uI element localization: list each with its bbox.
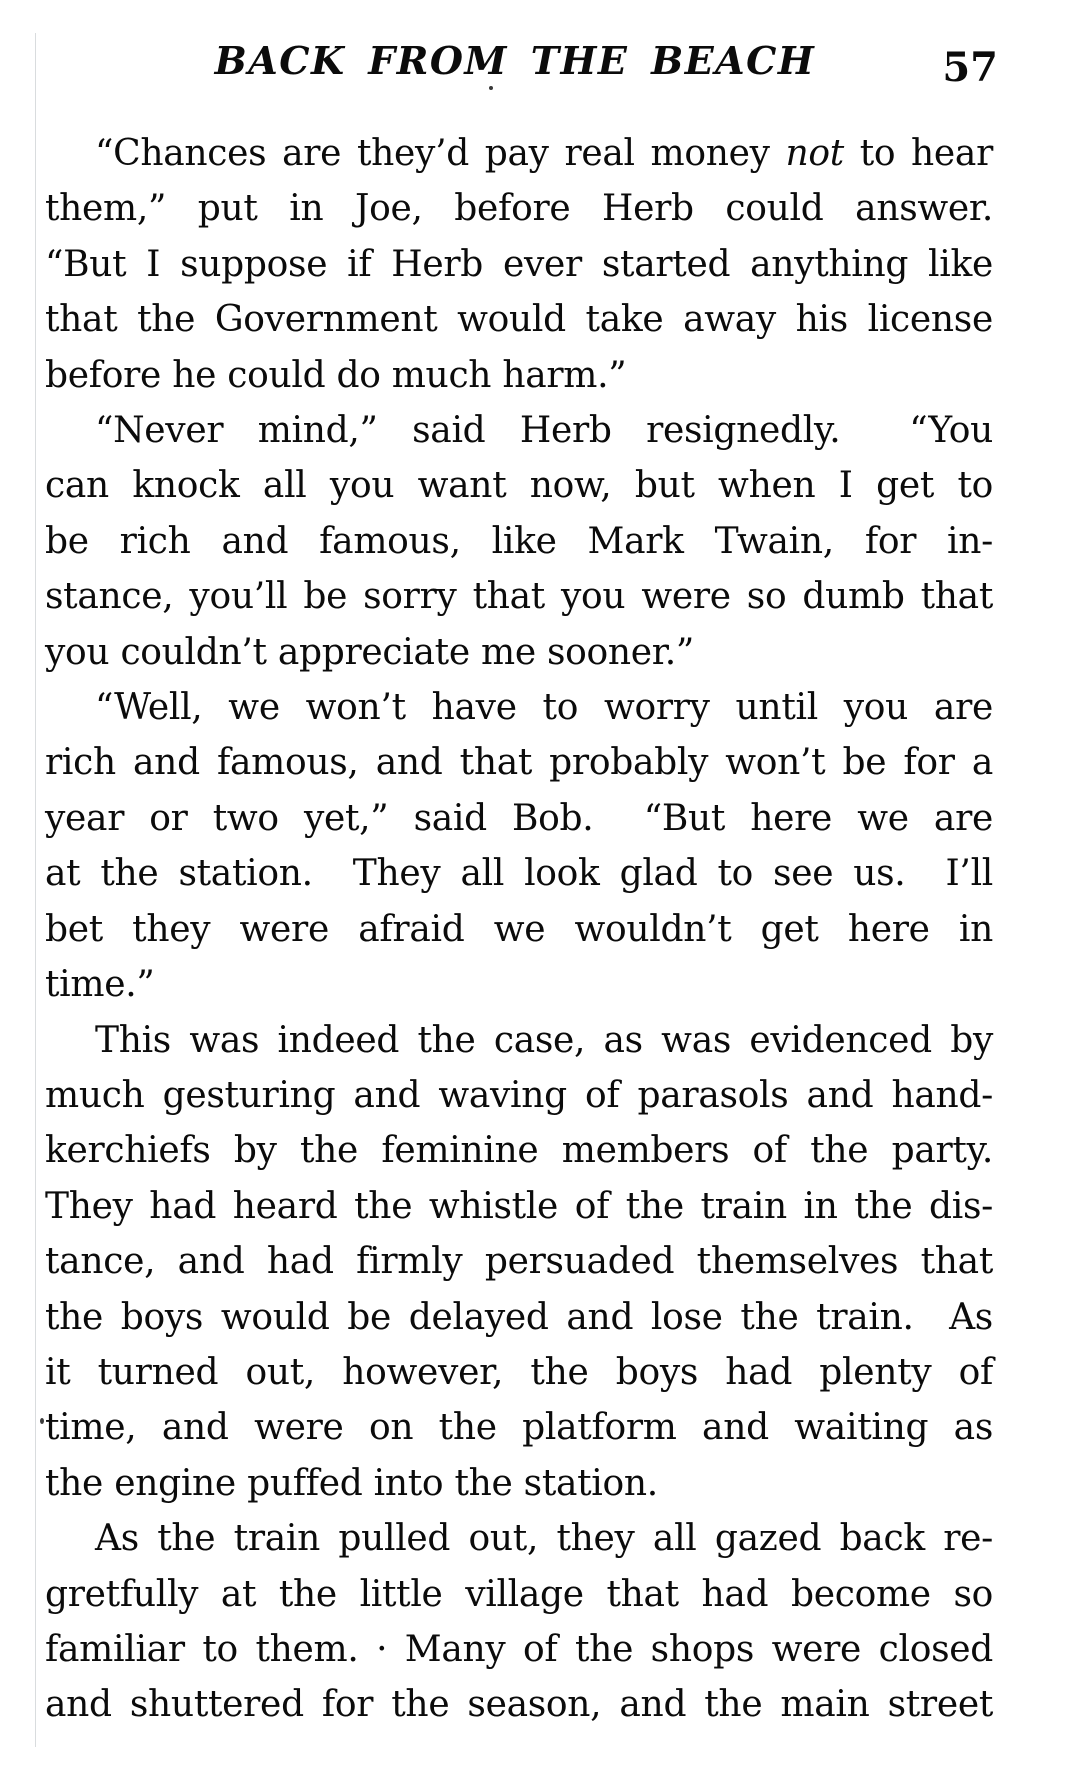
page-body — [45, 126, 993, 1733]
text-segment: This was indeed the case, as was evidenced by — [95, 1019, 993, 1061]
text-line — [45, 902, 993, 957]
text-segment: you couldn’t appreciate me sooner.” — [45, 631, 694, 673]
running-head-title: BACK FROM THE BEACH — [214, 38, 816, 83]
text-segment: year or two yet,” said Bob. “But here we are — [45, 797, 993, 839]
text-segment: “Chances are they’d pay real money — [95, 133, 786, 174]
text-segment: time.” — [45, 964, 155, 1006]
text-segment: time, and were on the platform and waiting as — [45, 1407, 993, 1449]
paragraph — [45, 1511, 993, 1733]
text-line — [45, 1123, 993, 1178]
text-segment: and shuttered for the season, and the main street — [45, 1684, 993, 1726]
scan-speck — [489, 86, 493, 90]
text-line — [45, 1622, 993, 1677]
paragraph — [45, 126, 993, 403]
text-line — [45, 514, 993, 569]
text-segment: “Well, we won’t have to worry until you are — [95, 687, 993, 729]
text-line — [45, 1511, 993, 1566]
text-line — [45, 846, 993, 901]
text-segment: rich and famous, and that probably won’t be for a — [45, 742, 993, 784]
text-segment: As the train pulled out, they all gazed back re- — [95, 1518, 993, 1560]
text-line — [45, 569, 993, 624]
text-line — [45, 292, 993, 347]
text-line — [45, 957, 993, 1012]
text-segment: can knock all you want now, but when I get to — [45, 465, 993, 507]
text-segment: to hear — [843, 133, 993, 174]
text-segment: stance, you’ll be sorry that you were so dumb that — [45, 576, 993, 618]
text-line — [45, 348, 993, 403]
text-segment: the engine puffed into the station. — [45, 1462, 658, 1504]
text-line — [45, 1290, 993, 1345]
text-line — [45, 237, 993, 292]
text-segment: They had heard the whistle of the train in the dis- — [45, 1185, 993, 1227]
text-line — [45, 1456, 993, 1511]
text-segment: “Never mind,” said Herb resignedly. “You — [95, 410, 993, 452]
paragraph — [45, 680, 993, 1012]
text-segment: much gesturing and waving of parasols and hand- — [45, 1074, 993, 1116]
text-line — [45, 680, 993, 735]
text-line — [45, 791, 993, 846]
text-line — [45, 403, 993, 458]
page-header — [0, 38, 1086, 83]
text-line — [45, 458, 993, 513]
text-segment: kerchiefs by the feminine members of the party. — [45, 1130, 993, 1172]
text-line — [45, 181, 993, 236]
text-line — [45, 1234, 993, 1289]
text-line — [45, 625, 993, 680]
text-line — [45, 1179, 993, 1234]
italic-word: not — [785, 133, 844, 174]
text-line — [45, 1345, 993, 1400]
page-number: 57 — [942, 44, 998, 91]
text-segment: “But I suppose if Herb ever started anything like — [45, 243, 993, 285]
scan-speck — [40, 1418, 44, 1424]
text-segment: the boys would be delayed and lose the train. As — [45, 1296, 993, 1338]
scan-edge-line — [35, 33, 36, 1747]
text-segment: familiar to them. · Many of the shops were closed — [45, 1628, 993, 1670]
text-segment: bet they were afraid we wouldn’t get here in — [45, 908, 993, 950]
text-line — [45, 1068, 993, 1123]
text-segment: be rich and famous, like Mark Twain, for in- — [45, 520, 993, 562]
text-line — [45, 1567, 993, 1622]
text-line — [45, 126, 993, 181]
text-segment: that the Government would take away his license — [45, 299, 993, 341]
text-segment: them,” put in Joe, before Herb could answer. — [45, 188, 993, 230]
text-segment: gretfully at the little village that had become so — [45, 1573, 993, 1615]
text-segment: at the station. They all look glad to see us. I’ll — [45, 853, 993, 895]
text-line — [45, 1013, 993, 1068]
text-segment: tance, and had firmly persuaded themselves that — [45, 1241, 993, 1283]
text-segment: it turned out, however, the boys had plenty of — [45, 1351, 993, 1393]
paragraph — [45, 403, 993, 680]
text-line — [45, 1400, 993, 1455]
paragraph — [45, 1013, 993, 1512]
text-line — [45, 735, 993, 790]
text-segment: before he could do much harm.” — [45, 354, 627, 396]
text-line — [45, 1677, 993, 1732]
